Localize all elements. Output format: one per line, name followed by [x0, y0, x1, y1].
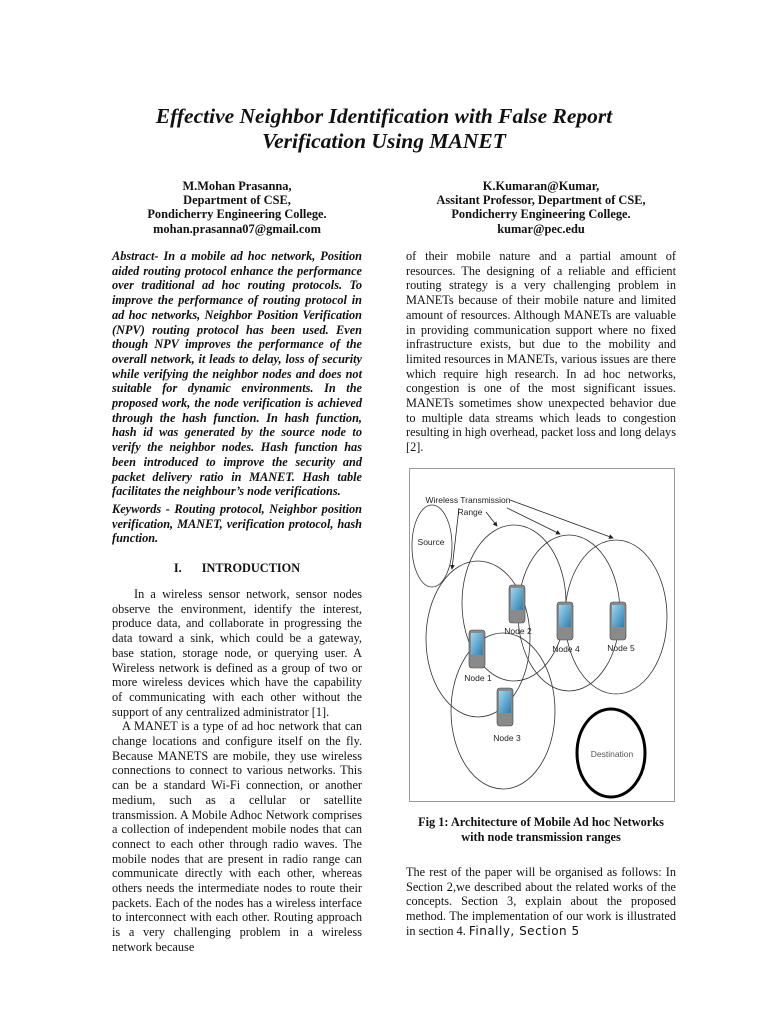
title-line-2: Verification Using MANET: [262, 129, 506, 153]
keywords-text: Keywords - Routing protocol, Neighbor position verification, MANET, verification protocol, hash function.: [112, 502, 362, 546]
author-college: Pondicherry Engineering College.: [451, 207, 631, 222]
title-line-1: Effective Neighbor Identification with False Report: [155, 104, 613, 128]
range-label: Range: [457, 507, 483, 517]
introduction-body: [112, 587, 362, 955]
figure-manet-architecture: [409, 468, 675, 802]
paragraph: [406, 865, 676, 939]
author-email: mohan.prasanna07@gmail.com: [153, 221, 321, 236]
section-number: I.: [173, 561, 182, 575]
paragraph-text: The rest of the paper will be organised as follows: In Section 2,we described about the related works of the concepts. Section 3, explain about the proposed method. The implementation of our work is illustrated in section 4.: [406, 865, 676, 938]
author-block-2: [406, 179, 676, 236]
paragraph: A MANET is a type of ad hoc network that can change locations and configure itself on the fly. Because MANETS are mobile, they use wireless connections to connect to various networks. This can be a standard Wi-Fi connection, or another medium, such as a cellular or satellite transmission. A Mobile Adhoc Network comprises a collection of independent mobile nodes that can connect to each other through radio waves. The mobile nodes that are present in radio range can communicate directly with each other, whereas others needs the intermediate nodes to route their packets. Each of the nodes has a wireless interface to interconnect with each other. Routing approach is a very challenging problem in a wireless network because: [112, 719, 362, 954]
section-title: INTRODUCTION: [201, 561, 301, 575]
arrow: [510, 500, 613, 538]
author-name: K.Kumaran@Kumar,: [482, 179, 600, 193]
author-email: kumar@pec.edu: [497, 221, 585, 236]
source-label: Source: [417, 537, 445, 547]
destination-label: Destination: [590, 749, 634, 759]
node-label: Node 5: [607, 643, 635, 653]
paragraph: In a wireless sensor network, sensor nodes observe the environment, identify the interest, produce data, and collaborate in progressing the data toward a sink, which could be a gateway, base station, storage node, or querying user. A Wireless network is defined as a group of two or more wireless devices which have the capability of communicating with each other without the support of any centralized administrator [1].: [112, 587, 362, 719]
caption-line-1: Fig 1: Architecture of Mobile Ad hoc Networks: [418, 815, 664, 829]
node-label: Node 4: [552, 644, 580, 654]
node-label: Node 3: [493, 733, 521, 743]
paragraph: of their mobile nature and a partial amount of resources. The designing of a reliable and efficient routing strategy is a very challenging problem in MANETs because of their mobile nature and limited amount of resources. Although MANETs are valuable in providing communication support where no fixed infrastructure exists, but due to the mobility and limited resources in MANETs, various issues are there which require high research. In ad hoc networks, congestion is one of the most significant issues. MANETs sometimes show unexpected behavior due to multiple data streams which leads to congestion resulting in high overhead, packet loss and long delays [2].: [406, 249, 676, 455]
mobile-phone-icon: [509, 585, 525, 623]
author-name: M.Mohan Prasanna,: [182, 179, 292, 193]
figure-diagram: [410, 469, 676, 803]
figure-caption: [406, 815, 676, 844]
mobile-phone-icon: [557, 602, 573, 640]
node-label: Node 2: [504, 626, 532, 636]
mobile-phone-icon: [497, 688, 513, 726]
mobile-phone-icon: [610, 602, 626, 640]
caption-line-2: with node transmission ranges: [461, 829, 621, 844]
right-column-text: [406, 249, 676, 455]
paper-title: [60, 104, 708, 154]
paragraph-tail: Finally, Section 5: [468, 923, 580, 938]
arrow: [452, 508, 459, 569]
abstract-text: Abstract- In a mobile ad hoc network, Position aided routing protocol enhance the performance over traditional ad hoc routing protocols. To improve the performance of routing protocol in ad hoc networks, Neighbor Position Verification (NPV) routing protocol has been used. Even though NPV improves the performance of the overall network, it leads to delay, loss of security while verifying the neighbor nodes and does not suitable for dynamic environments. In the proposed work, the node verification is achieved through the hash function. In hash function, hash id was generated by the source node to verify the neighbor nodes. Hash function has been introduced to improve the security and packet delivery ratio in MANET. Hash table facilitates the neighbour’s node verifications.: [112, 249, 362, 499]
arrow: [486, 512, 497, 526]
mobile-phone-icon: [469, 630, 485, 668]
author-block-1: [112, 179, 362, 236]
author-role: Assitant Professor, Department of CSE,: [436, 193, 646, 208]
abstract: [112, 249, 362, 499]
range-label: Wireless Transmission: [425, 495, 511, 505]
author-role: Department of CSE,: [183, 193, 291, 208]
keywords: [112, 502, 362, 546]
node-label: Node 1: [464, 673, 492, 683]
right-column-closing-text: [406, 865, 676, 939]
author-college: Pondicherry Engineering College.: [147, 207, 327, 222]
section-heading-introduction: [112, 561, 362, 576]
